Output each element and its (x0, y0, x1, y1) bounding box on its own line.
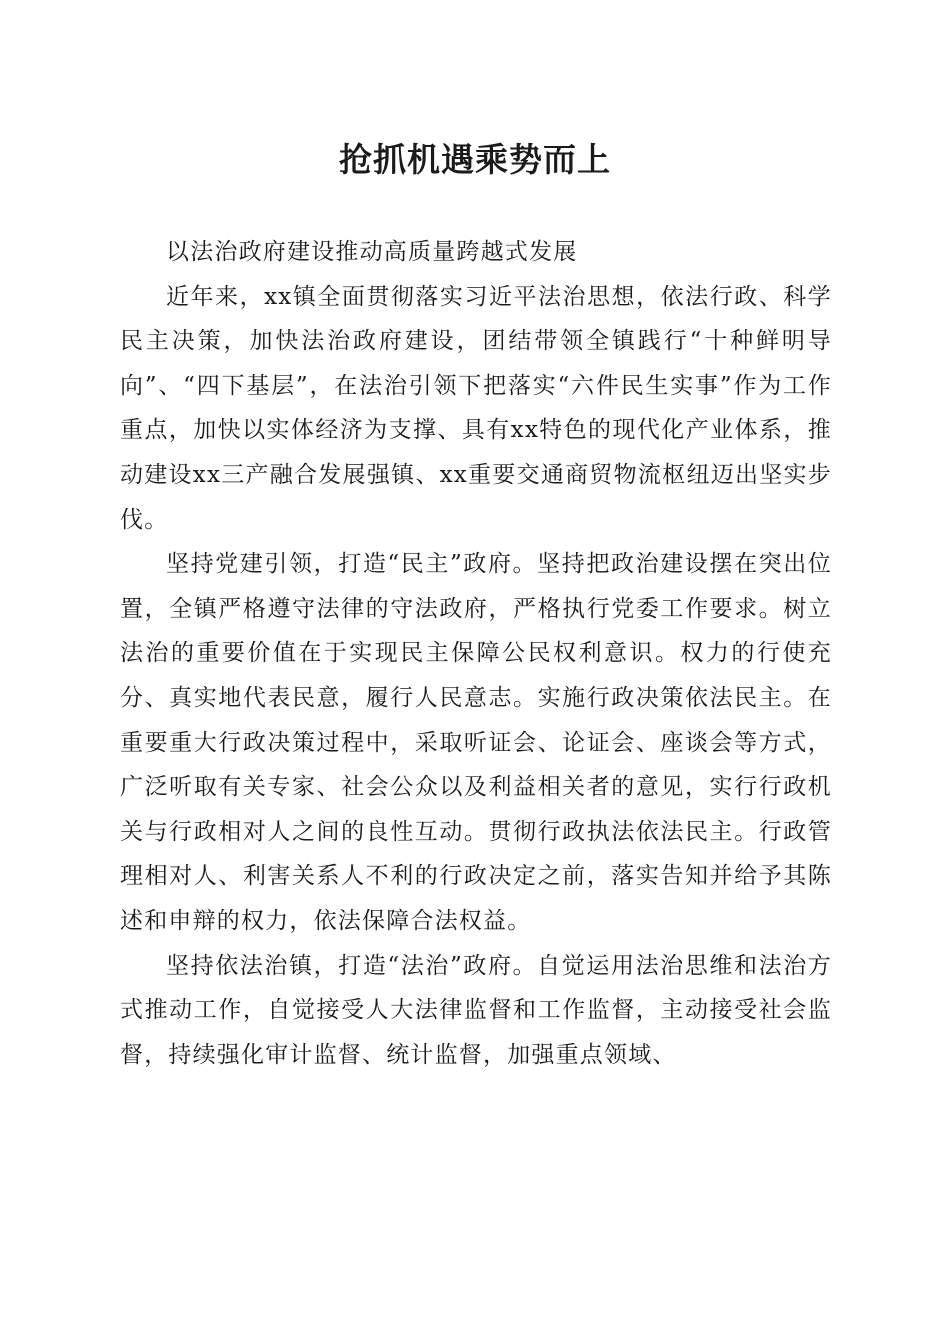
democracy-paragraph: 坚持党建引领，打造“民主”政府。坚持把政治建设摆在突出位置，全镇严格遵守法律的守法政府，严格执行党委工作要求。树立法治的重要价值在于实现民主保障公民权利意识。权力的行使充分、真实地代表民意，履行人民意志。实施行政决策依法民主。在重要重大行政决策过程中，采取听证会、论证会、座谈会等方式，广泛听取有关专家、社会公众以及利益相关者的意见，实行行政机关与行政相对人之间的良性互动。贯彻行政执法依法民主。行政管理相对人、利害关系人不利的行政决定之前，落实告知并给予其陈述和申辩的权力，依法保障合法权益。 (120, 551, 832, 934)
rule-of-law-paragraph: 坚持依法治镇，打造“法治”政府。自觉运用法治思维和法治方式推动工作，自觉接受人大法律监督和工作监督，主动接受社会监督，持续强化审计监督、统计监督，加强重点领域、 (120, 952, 832, 1068)
document-body (120, 230, 832, 1077)
subtitle-paragraph: 以法治政府建设推动高质量跨越式发展 (166, 239, 578, 265)
intro-paragraph: 近年来，xx镇全面贯彻落实习近平法治思想，依法行政、科学民主决策，加快法治政府建设，团结带领全镇践行“十种鲜明导向”、“四下基层”，在法治引领下把落实“六件民生实事”作为工作重点，加快以实体经济为支撑、具有xx特色的现代化产业体系，推动建设xx三产融合发展强镇、xx重要交通商贸物流枢纽迈出坚实步伐。 (120, 283, 832, 533)
document-title: 抢抓机遇乘势而上 (339, 140, 611, 179)
